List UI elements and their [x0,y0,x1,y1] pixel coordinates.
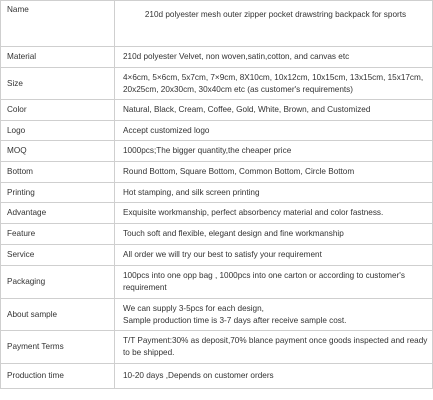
spec-row-logo [1,121,433,141]
spec-label: Payment Terms [1,331,115,364]
spec-value-line: We can supply 3-5pcs for each design, [123,303,264,313]
spec-value [115,266,433,299]
spec-row-size [1,68,433,100]
spec-label: Color [1,100,115,121]
spec-label: Size [1,68,115,100]
spec-row-production-time [1,364,433,389]
spec-row-material [1,47,433,68]
spec-label: About sample [1,299,115,331]
spec-value [115,121,433,141]
spec-value-line: Exquisite workmanship, perfect absorbency material and color fastness. [123,208,384,217]
spec-value-line: 4×6cm, 5×6cm, 5x7cm, 7×9cm, 8X10cm, 10x12cm, 10x15cm, 13x15cm, 15x17cm, [123,72,424,82]
spec-label: Packaging [1,266,115,299]
spec-label: Production time [1,364,115,389]
spec-value-line: Sample production time is 3-7 days after receive sample cost. [123,315,347,325]
spec-row-printing [1,183,433,203]
spec-value [115,203,433,224]
spec-row-service [1,245,433,266]
spec-value-line: 1000pcs;The bigger quantity,the cheaper price [123,146,292,155]
spec-label: Logo [1,121,115,141]
spec-value [115,299,433,331]
spec-label: Feature [1,224,115,245]
spec-value [115,245,433,266]
spec-label: Advantage [1,203,115,224]
spec-value [115,68,433,100]
spec-row-feature [1,224,433,245]
spec-value-line: 10-20 days ,Depends on customer orders [123,371,274,380]
spec-label: Service [1,245,115,266]
spec-value-line: to be shipped. [123,348,175,357]
spec-value-line: 210d polyester mesh outer zipper pocket drawstring backpack for sports [144,10,407,19]
spec-value-line: Round Bottom, Square Bottom, Common Bottom, Circle Bottom [123,167,355,176]
spec-value [115,331,433,364]
spec-row-about-sample [1,299,433,331]
spec-row-color [1,100,433,121]
spec-row-packaging [1,266,433,299]
spec-label: Bottom [1,162,115,183]
spec-label: Printing [1,183,115,203]
spec-value-line: 100pcs into one opp bag , 1000pcs into one carton or according to customer's [123,271,405,280]
spec-value-line: 20x25cm, 20x30cm, 30x40cm etc (as customer's requirements) [123,84,353,94]
spec-label: Name [1,1,115,47]
spec-value-line: Touch soft and flexible, elegant design and fine workmanship [123,229,344,238]
spec-value-line: 210d polyester Velvet, non woven,satin,cotton, and canvas etc [123,52,350,61]
spec-label: MOQ [1,141,115,162]
spec-row-advantage [1,203,433,224]
spec-value [115,183,433,203]
spec-value [115,47,433,68]
spec-row-name [1,1,433,47]
spec-row-bottom [1,162,433,183]
spec-value [115,100,433,121]
spec-value [115,141,433,162]
spec-value-line: Accept customized logo [123,125,210,135]
spec-row-payment-terms [1,331,433,364]
spec-value-line: Natural, Black, Cream, Coffee, Gold, White, Brown, and Customized [123,105,371,114]
spec-value-line: T/T Payment:30% as deposit,70% blance payment once goods inspected and ready [123,336,428,345]
spec-row-moq [1,141,433,162]
spec-label: Material [1,47,115,68]
spec-value [115,224,433,245]
spec-value-line: Hot stamping, and silk screen printing [123,187,260,197]
spec-value [115,162,433,183]
spec-value [115,1,433,47]
spec-value-line: All order we will try our best to satisfy your requirement [123,250,322,259]
spec-value-line: requirement [123,283,167,292]
spec-value [115,364,433,389]
